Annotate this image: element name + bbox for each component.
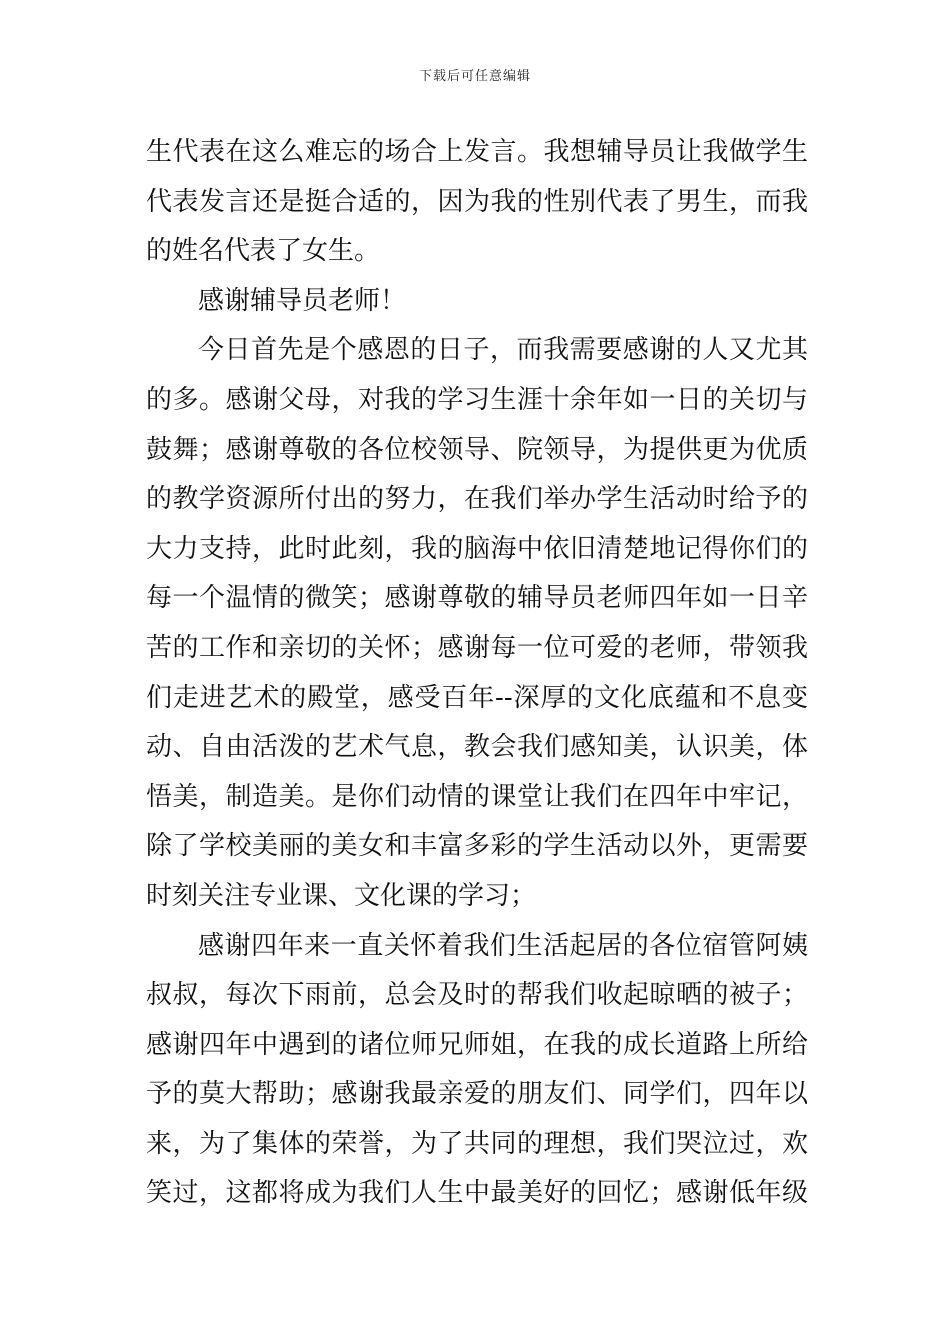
text-line: 苦的工作和亲切的关怀；感谢每一位可爱的老师，带领我	[146, 632, 808, 663]
text-line: 予的莫大帮助；感谢我最亲爱的朋友们、同学们，四年以	[146, 1079, 808, 1110]
text-line: 叔叔，每次下雨前，总会及时的帮我们收起晾晒的被子；	[146, 980, 808, 1011]
text-line: 悟美，制造美。是你们动情的课堂让我们在四年中牢记，	[146, 781, 808, 812]
text-line: 除了学校美丽的美女和丰富多彩的学生活动以外，更需要	[146, 831, 808, 862]
text-line: 的教学资源所付出的努力，在我们举办学生活动时给予的	[146, 484, 808, 515]
text-line: 的多。感谢父母，对我的学习生涯十余年如一日的关切与	[146, 384, 808, 415]
text-line: 每一个温情的微笑；感谢尊敬的辅导员老师四年如一日辛	[146, 583, 808, 614]
text-line: 来，为了集体的荣誉，为了共同的理想，我们哭泣过，欢	[146, 1128, 808, 1159]
text-line: 感谢四年中遇到的诸位师兄师姐，在我的成长道路上所给	[146, 1029, 808, 1060]
text-line: 今日首先是个感恩的日子，而我需要感谢的人又尤其	[198, 335, 808, 366]
text-line: 鼓舞；感谢尊敬的各位校领导、院领导，为提供更为优质	[146, 434, 808, 465]
paragraph-heading: 感谢辅导员老师！	[198, 285, 407, 316]
text-line: 代表发言还是挺合适的，因为我的性别代表了男生，而我	[146, 186, 808, 217]
text-line: 笑过，这都将成为我们人生中最美好的回忆；感谢低年级	[146, 1178, 808, 1209]
text-line: 的姓名代表了女生。	[146, 236, 381, 267]
text-line: 大力支持，此时此刻，我的脑海中依旧清楚地记得你们的	[146, 533, 808, 564]
page-header: 下载后可任意编辑	[418, 69, 531, 84]
text-line: 时刻关注专业课、文化课的学习；	[146, 880, 537, 911]
text-line: 们走进艺术的殿堂，感受百年--深厚的文化底蕴和不息变	[146, 682, 808, 713]
text-line: 生代表在这么难忘的场合上发言。我想辅导员让我做学生	[146, 137, 808, 167]
text-line: 感谢四年来一直关怀着我们生活起居的各位宿管阿姨	[198, 930, 808, 961]
document-body	[146, 128, 808, 1219]
text-line: 动、自由活泼的艺术气息，教会我们感知美，认识美，体	[146, 732, 808, 763]
